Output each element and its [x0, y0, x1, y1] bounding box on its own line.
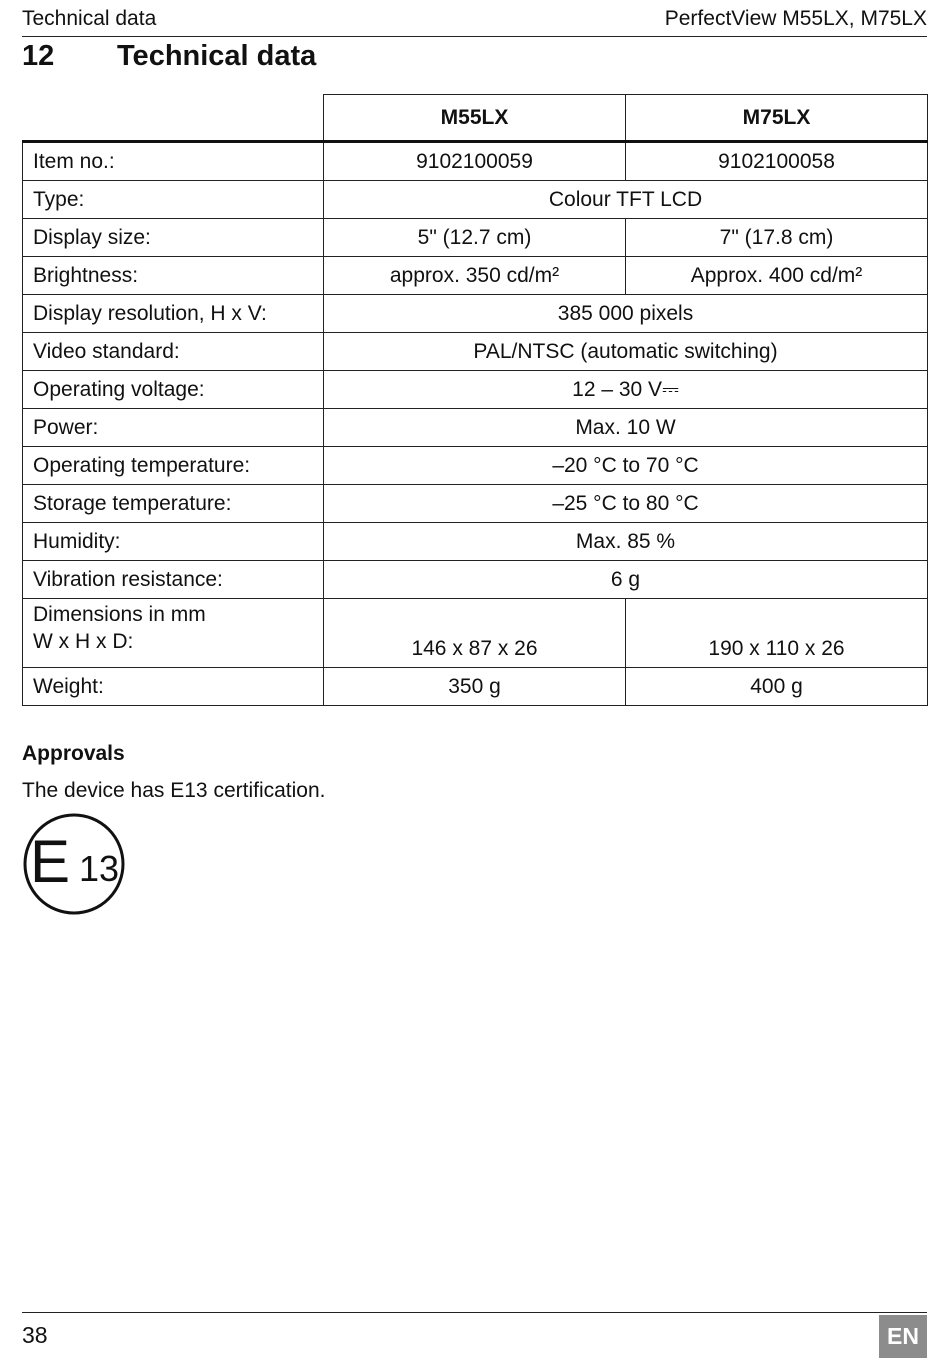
table-row — [23, 257, 928, 295]
technical-data-table — [22, 94, 928, 706]
chapter-heading — [22, 40, 316, 73]
cell-m55lx: approx. 350 cd/m² — [324, 257, 626, 295]
row-label: Item no.: — [23, 142, 324, 181]
running-header-section: Technical data — [22, 7, 157, 30]
column-header-m55lx: M55LX — [324, 95, 626, 142]
cell-m75lx: 9102100058 — [626, 142, 928, 181]
row-label: Operating temperature: — [23, 447, 324, 485]
table-row — [23, 523, 928, 561]
e13-mark-letter: E — [30, 828, 71, 895]
table-row — [23, 219, 928, 257]
cell-both-models: PAL/NTSC (automatic switching) — [324, 333, 928, 371]
table-row — [23, 371, 928, 409]
table-row — [23, 181, 928, 219]
chapter-title: Technical data — [117, 40, 317, 72]
table-row — [23, 142, 928, 181]
cell-both-models: –25 °C to 80 °C — [324, 485, 928, 523]
cell-m75lx: 190 x 110 x 26 — [626, 599, 928, 668]
cell-both-models: –20 °C to 70 °C — [324, 447, 928, 485]
cell-m55lx: 146 x 87 x 26 — [324, 599, 626, 668]
running-header-product: PerfectView M55LX, M75LX — [664, 7, 927, 30]
row-label-line: W x H x D: — [33, 630, 134, 653]
cell-m55lx: 9102100059 — [324, 142, 626, 181]
e13-mark-number: 13 — [79, 848, 120, 889]
footer-rule — [22, 1312, 927, 1313]
table-row — [23, 295, 928, 333]
column-header-m75lx: M75LX — [626, 95, 928, 142]
table-row — [23, 561, 928, 599]
row-label: Vibration resistance: — [23, 561, 324, 599]
approvals-heading: Approvals — [22, 742, 125, 765]
cell-m55lx: 5" (12.7 cm) — [324, 219, 626, 257]
row-label: Type: — [23, 181, 324, 219]
e13-certification-mark-icon — [22, 812, 126, 916]
table-header-blank — [23, 95, 324, 142]
table-header-row — [23, 95, 928, 142]
row-label: Humidity: — [23, 523, 324, 561]
row-label: Video standard: — [23, 333, 324, 371]
cell-both-models: 12 – 30 V⎓ — [324, 371, 928, 409]
cell-both-models: Colour TFT LCD — [324, 181, 928, 219]
page-number: 38 — [22, 1322, 48, 1348]
cell-m75lx: 400 g — [626, 668, 928, 706]
cell-both-models: 385 000 pixels — [324, 295, 928, 333]
approvals-text: The device has E13 certification. — [22, 779, 326, 802]
cell-m75lx: Approx. 400 cd/m² — [626, 257, 928, 295]
table-row — [23, 668, 928, 706]
table-row — [23, 485, 928, 523]
chapter-number: 12 — [22, 40, 55, 72]
cell-m75lx: 7" (17.8 cm) — [626, 219, 928, 257]
table-row — [23, 447, 928, 485]
cell-both-models: Max. 85 % — [324, 523, 928, 561]
cell-both-models: Max. 10 W — [324, 409, 928, 447]
row-label — [23, 599, 324, 668]
language-badge: EN — [879, 1315, 927, 1358]
table-row — [23, 599, 928, 668]
table-row — [23, 333, 928, 371]
table-row — [23, 409, 928, 447]
row-label: Storage temperature: — [23, 485, 324, 523]
row-label: Operating voltage: — [23, 371, 324, 409]
row-label: Weight: — [23, 668, 324, 706]
row-label: Power: — [23, 409, 324, 447]
running-header — [22, 4, 927, 37]
row-label-line: Dimensions in mm — [33, 603, 206, 626]
row-label: Brightness: — [23, 257, 324, 295]
cell-m55lx: 350 g — [324, 668, 626, 706]
cell-both-models: 6 g — [324, 561, 928, 599]
row-label: Display resolution, H x V: — [23, 295, 324, 333]
row-label: Display size: — [23, 219, 324, 257]
